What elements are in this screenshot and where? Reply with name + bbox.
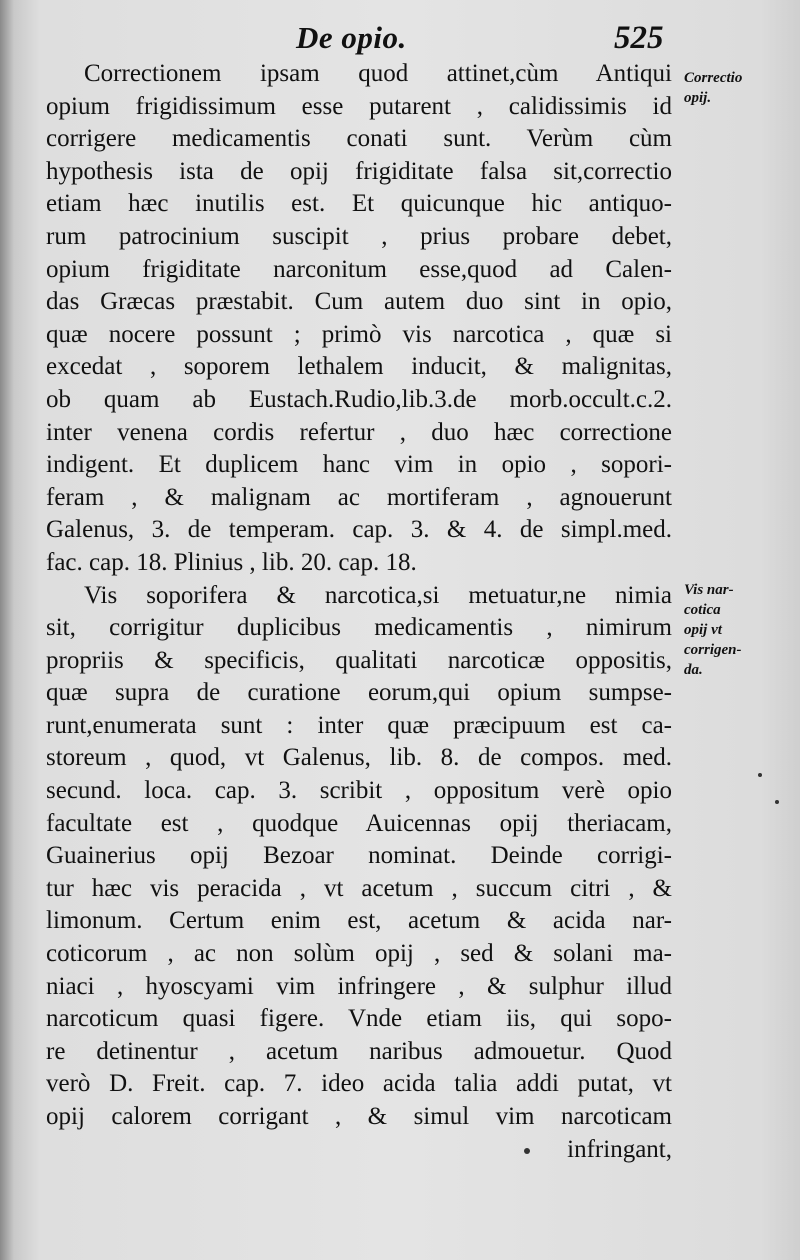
text-line: Galenus, 3. de temperam. cap. 3. & 4. de simpl.med. bbox=[46, 516, 672, 544]
text-line: etiam hæc inutilis est. Et quicunque hic antiquo- bbox=[46, 190, 672, 218]
margin-note-line: Vis nar- bbox=[684, 582, 734, 598]
text-line: das Græcas præstabit. Cum autem duo sint in opio, bbox=[46, 288, 672, 316]
text-line: fac. cap. 18. Plinius , lib. 20. cap. 18. bbox=[46, 548, 417, 576]
text-line: opium frigidissimum esse putarent , calidissimis id bbox=[46, 92, 672, 120]
text-line: limonum. Certum enim est, acetum & acida nar- bbox=[46, 907, 672, 935]
margin-note-vis-narcotica bbox=[684, 580, 796, 680]
ink-speck bbox=[524, 1148, 530, 1154]
text-line: excedat , soporem lethalem inducit, & malignitas, bbox=[46, 353, 672, 381]
text-line: rum patrocinium suscipit , prius probare debet, bbox=[46, 222, 672, 250]
text-line: facultate est , quodque Auicennas opij theriacam, bbox=[46, 809, 672, 837]
margin-note-correctio bbox=[684, 68, 796, 108]
ink-speck bbox=[758, 773, 762, 777]
page-number: 525 bbox=[614, 20, 664, 56]
text-line: secund. loca. cap. 3. scribit , oppositum verè opio bbox=[46, 777, 672, 805]
text-line: verò D. Freit. cap. 7. ideo acida talia addi putat, vt bbox=[46, 1070, 672, 1098]
text-line: Vis soporifera & narcotica,si metuatur,ne nimia bbox=[84, 581, 672, 609]
text-line: infringant, bbox=[567, 1135, 672, 1163]
text-line: niaci , hyoscyami vim infringere , & sulphur illud bbox=[46, 972, 672, 1000]
margin-note-line: cotica bbox=[684, 602, 721, 618]
text-line: indigent. Et duplicem hanc vim in opio , sopori- bbox=[46, 451, 672, 479]
text-line: coticorum , ac non solùm opij , sed & solani ma- bbox=[46, 940, 672, 968]
margin-note-line: da. bbox=[684, 662, 703, 678]
text-line: corrigere medicamentis conati sunt. Verùm cùm bbox=[46, 125, 672, 153]
text-line: quæ nocere possunt ; primò vis narcotica , quæ si bbox=[46, 320, 672, 348]
body-text bbox=[46, 58, 672, 1166]
text-line: feram , & malignam ac mortiferam , agnouerunt bbox=[46, 483, 672, 511]
text-line: inter venena cordis refertur , duo hæc correctione bbox=[46, 418, 672, 446]
text-line: opij calorem corrigant , & simul vim narcoticam bbox=[46, 1103, 672, 1130]
running-title: De opio. bbox=[296, 20, 407, 55]
margin-note-line: corrigen- bbox=[684, 642, 742, 658]
text-line: runt,enumerata sunt : inter quæ præcipuum est ca- bbox=[46, 711, 672, 739]
text-line: opium frigiditate narconitum esse,quod ad Calen- bbox=[46, 255, 672, 283]
text-line: hypothesis ista de opij frigiditate falsa sit,correctio bbox=[46, 157, 672, 185]
text-line: Correctionem ipsam quod attinet,cùm Antiqui bbox=[84, 60, 672, 87]
text-line: Guainerius opij Bezoar nominat. Deinde corrigi- bbox=[46, 842, 672, 870]
text-line: tur hæc vis peracida , vt acetum , succum citri , & bbox=[46, 874, 672, 902]
text-line: sit, corrigitur duplicibus medicamentis , nimirum bbox=[46, 614, 672, 642]
text-line: ob quam ab Eustach.Rudio,lib.3.de morb.occult.c.2. bbox=[46, 385, 672, 413]
page-header bbox=[0, 20, 800, 60]
text-line: propriis & specificis, qualitati narcoticæ oppositis, bbox=[46, 646, 672, 674]
margin-note-line: Correctio bbox=[684, 70, 743, 86]
margin-note-line: opij vt bbox=[684, 622, 722, 638]
text-line: narcoticum quasi figere. Vnde etiam iis, qui sopo- bbox=[46, 1005, 672, 1033]
margin-note-line: opij. bbox=[684, 90, 712, 106]
text-line: quæ supra de curatione eorum,qui opium sumpse- bbox=[46, 679, 672, 707]
ink-speck bbox=[775, 800, 779, 804]
text-line: re detinentur , acetum naribus admouetur. Quod bbox=[46, 1037, 672, 1065]
text-line: storeum , quod, vt Galenus, lib. 8. de compos. med. bbox=[46, 744, 672, 772]
